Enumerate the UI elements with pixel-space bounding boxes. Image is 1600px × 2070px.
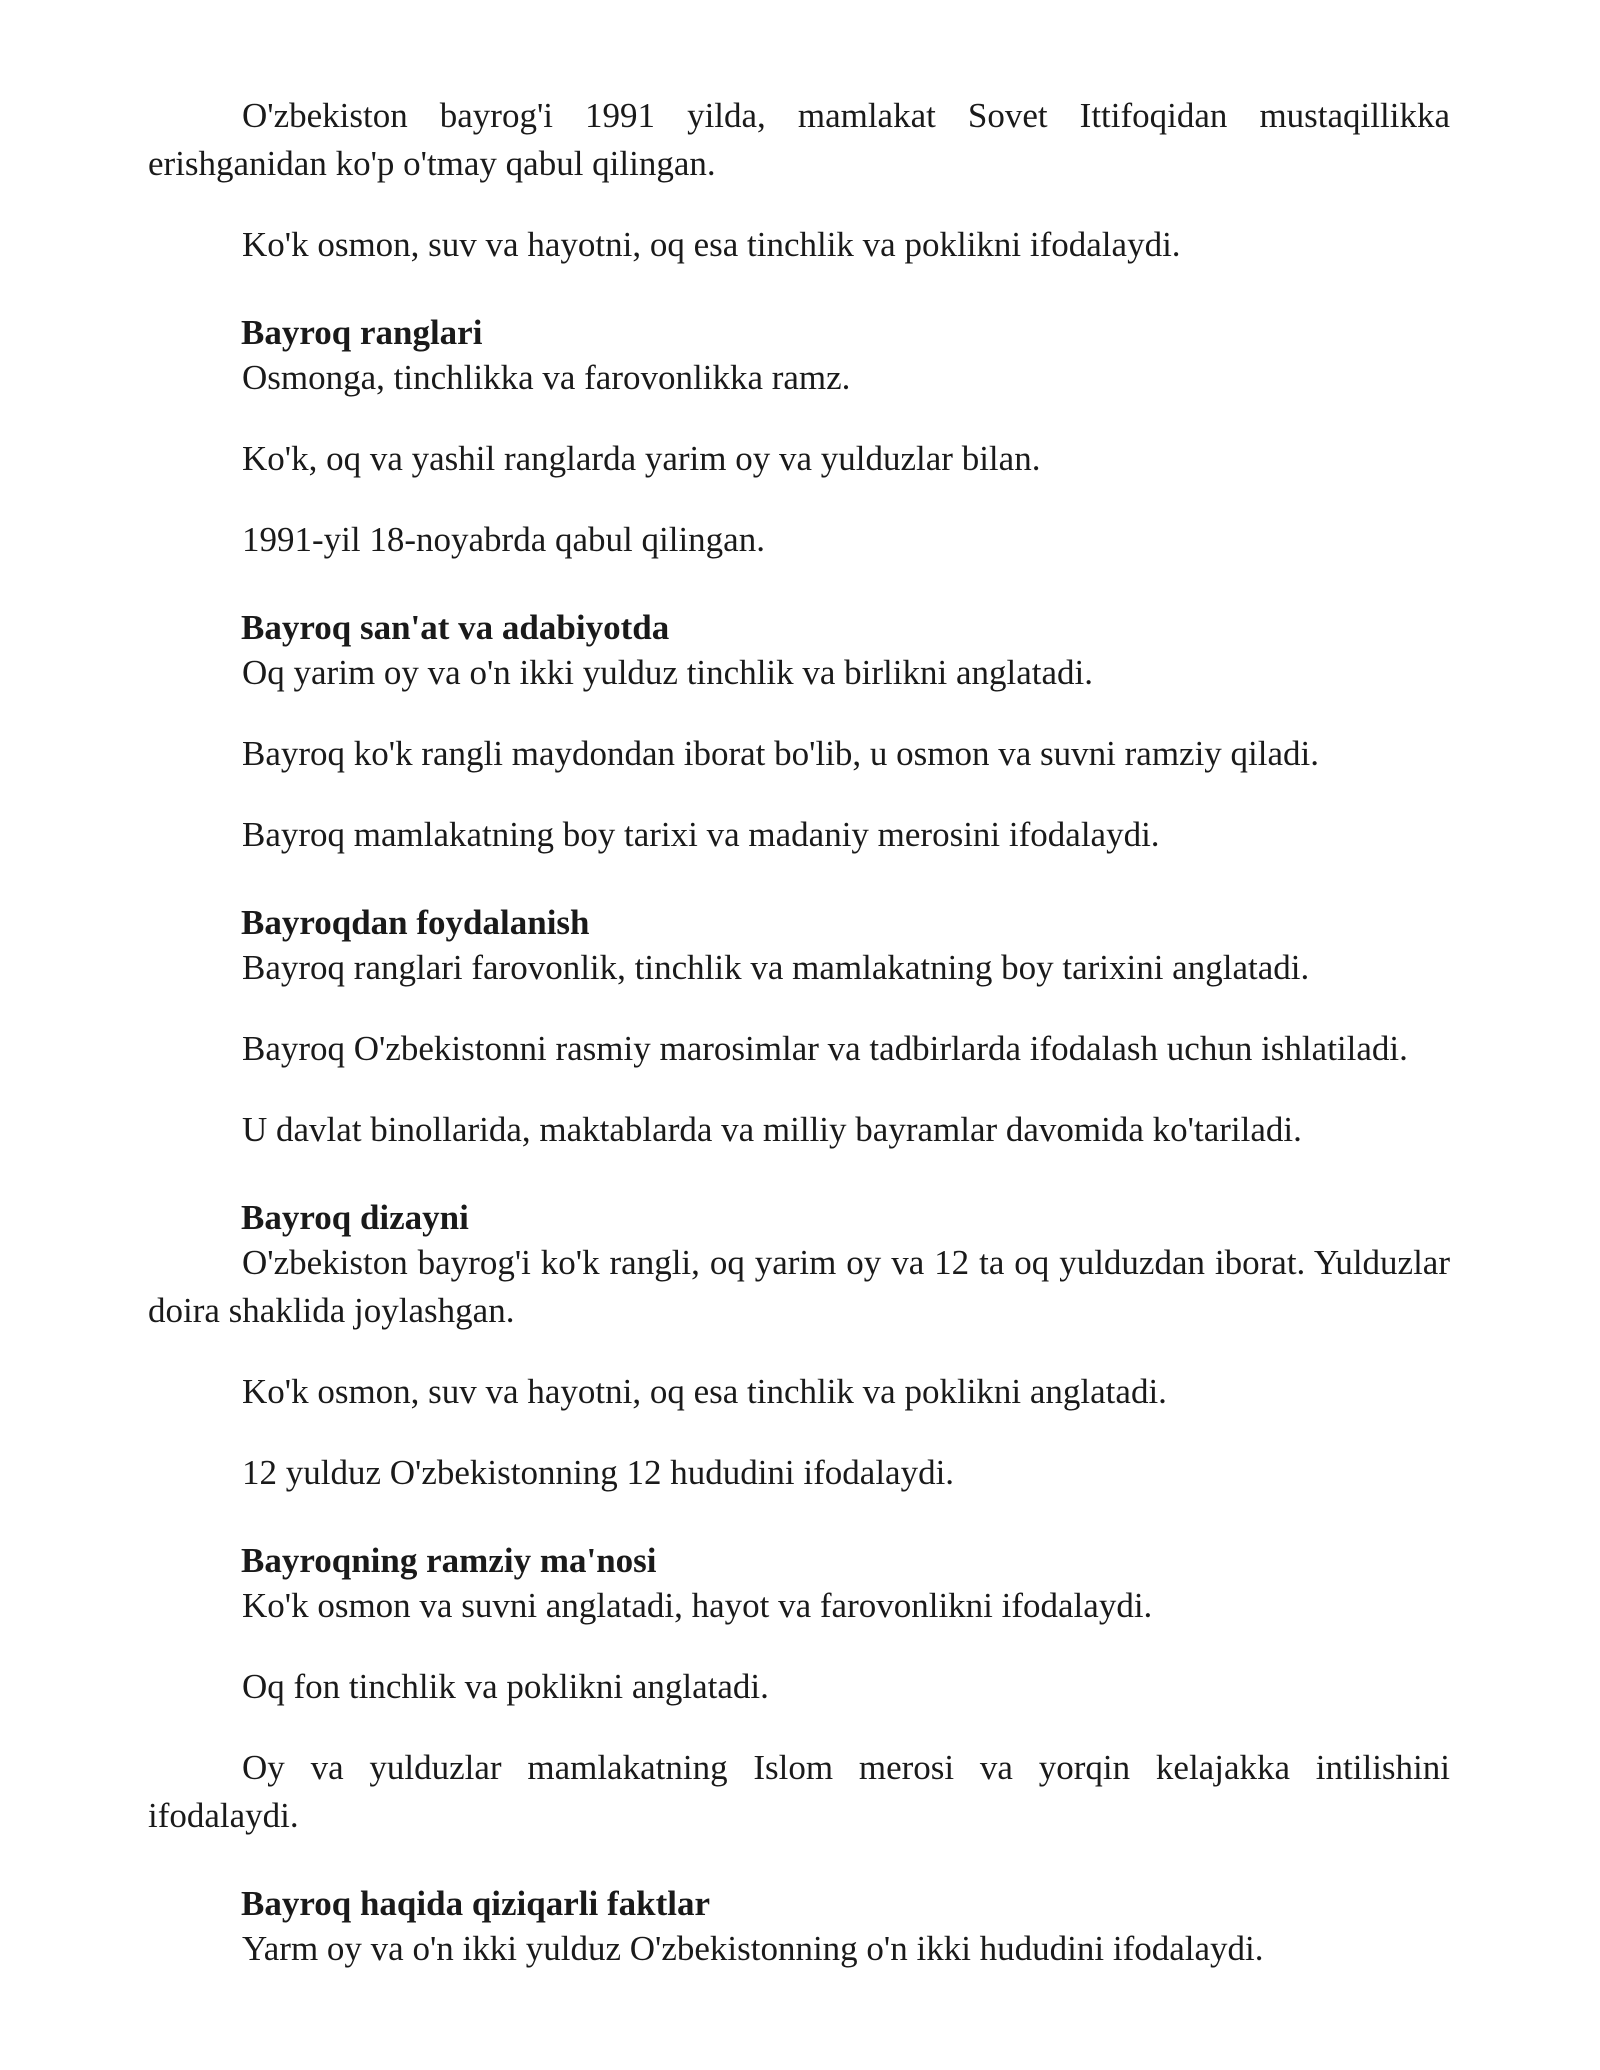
section-heading-bayroq-ranglari: Bayroq ranglari [241, 313, 483, 352]
section-3-paragraph-3: U davlat binollarida, maktablarda va milliy bayramlar davomida ko'tariladi. [242, 1110, 1302, 1149]
section-5-paragraph-2: Oq fon tinchlik va poklikni anglatadi. [242, 1667, 769, 1706]
intro-paragraph-1: O'zbekiston bayrog'i 1991 yilda, mamlakat Sovet Ittifoqidan mustaqillikka erishganidan ko'p o'tmay qabul qilingan. [148, 96, 1450, 183]
section-6-paragraph-1: Yarm oy va o'n ikki yulduz O'zbekistonning o'n ikki hududini ifodalaydi. [242, 1929, 1264, 1968]
section-2-paragraph-2: Bayroq ko'k rangli maydondan iborat bo'lib, u osmon va suvni ramziy qiladi. [242, 734, 1320, 773]
section-3-paragraph-1: Bayroq ranglari farovonlik, tinchlik va mamlakatning boy tarixini anglatadi. [242, 948, 1310, 987]
section-5-paragraph-3: Oy va yulduzlar mamlakatning Islom merosi va yorqin kelajakka intilishini ifodalaydi. [148, 1748, 1450, 1835]
section-heading-ramziy-manosi: Bayroqning ramziy ma'nosi [241, 1541, 657, 1580]
section-5-paragraph-1: Ko'k osmon va suvni anglatadi, hayot va farovonlikni ifodalaydi. [242, 1586, 1153, 1625]
section-heading-qiziqarli-faktlar: Bayroq haqida qiziqarli faktlar [241, 1884, 711, 1923]
section-3-paragraph-2: Bayroq O'zbekistonni rasmiy marosimlar va tadbirlarda ifodalash uchun ishlatiladi. [242, 1029, 1408, 1068]
section-1-paragraph-1: Osmonga, tinchlikka va farovonlikka ramz. [242, 358, 851, 397]
section-1-paragraph-3: 1991-yil 18-noyabrda qabul qilingan. [242, 520, 765, 559]
intro-paragraph-2: Ko'k osmon, suv va hayotni, oq esa tinchlik va poklikni ifodalaydi. [242, 225, 1181, 264]
section-4-paragraph-3: 12 yulduz O'zbekistonning 12 hududini ifodalaydi. [242, 1453, 955, 1492]
section-heading-bayroq-sanat: Bayroq san'at va adabiyotda [241, 608, 670, 647]
section-4-paragraph-1: O'zbekiston bayrog'i ko'k rangli, oq yarim oy va 12 ta oq yulduzdan iborat. Yulduzlar doira shaklida joylashgan. [148, 1243, 1450, 1330]
section-4-paragraph-2: Ko'k osmon, suv va hayotni, oq esa tinchlik va poklikni anglatadi. [242, 1372, 1167, 1411]
section-2-paragraph-3: Bayroq mamlakatning boy tarixi va madaniy merosini ifodalaydi. [242, 815, 1160, 854]
section-heading-bayroq-dizayni: Bayroq dizayni [241, 1198, 469, 1237]
document-page [148, 92, 1450, 2006]
section-2-paragraph-1: Oq yarim oy va o'n ikki yulduz tinchlik va birlikni anglatadi. [242, 653, 1094, 692]
section-1-paragraph-2: Ko'k, oq va yashil ranglarda yarim oy va yulduzlar bilan. [242, 439, 1041, 478]
section-heading-bayroqdan-foydalanish: Bayroqdan foydalanish [241, 903, 590, 942]
